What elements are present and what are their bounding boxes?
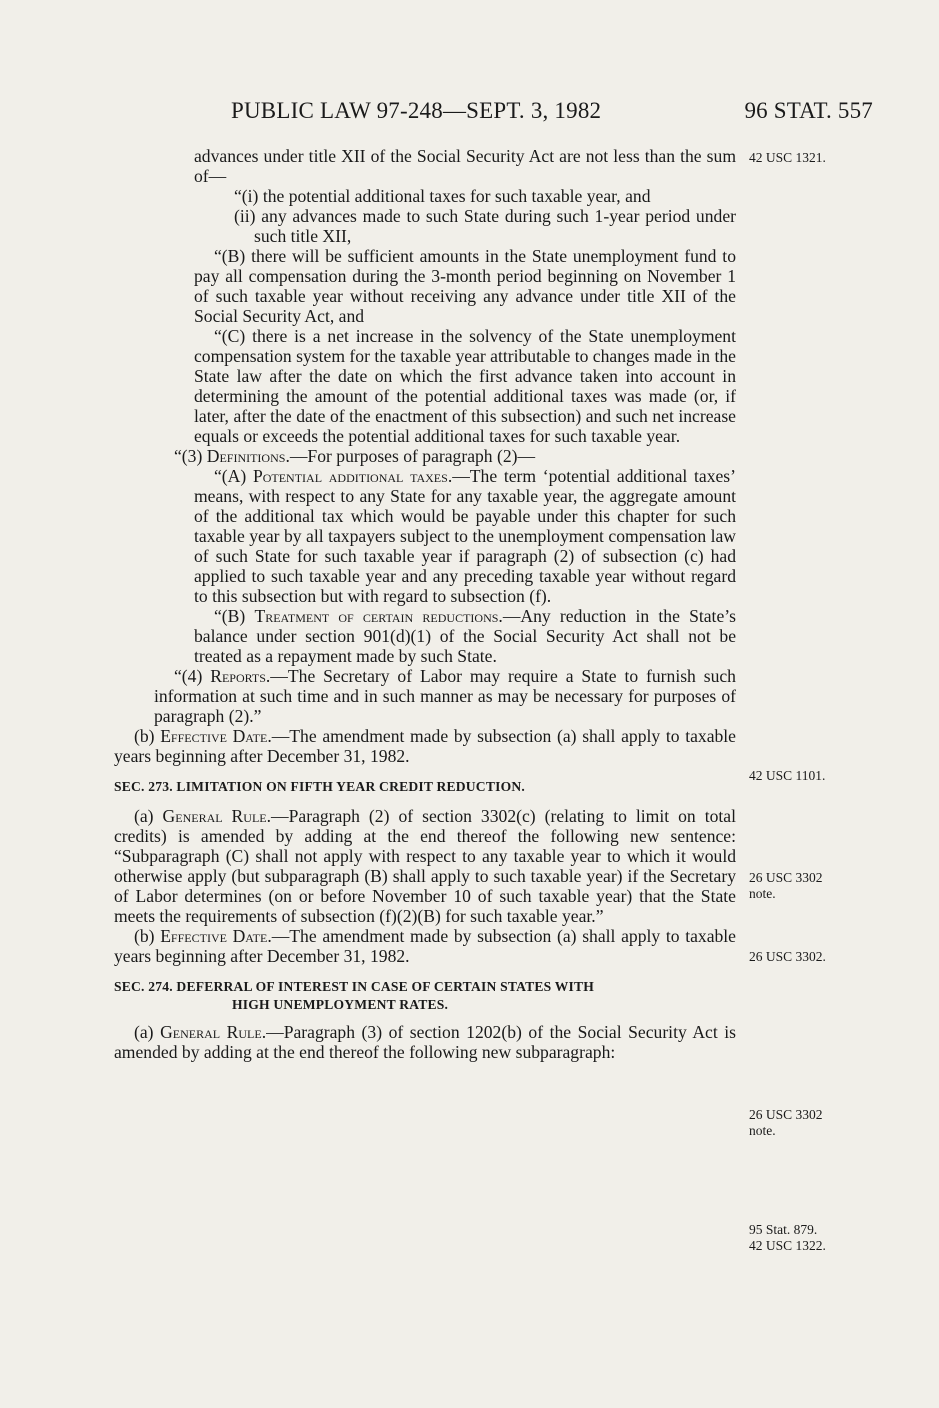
paragraph: (ii) any advances made to such State during such 1-year period under such title XII, bbox=[234, 206, 736, 246]
margin-note: 42 USC 1101. bbox=[749, 768, 826, 783]
paragraph: “(i) the potential additional taxes for such taxable year, and bbox=[234, 186, 651, 206]
paragraph: “(B) Treatment of certain reductions.—Any reduction in the State’s balance under section 901(d)(1) of the Social Security Act shall not be treated as a repayment made by such State. bbox=[194, 606, 736, 666]
heading-effective-date: Effective Date bbox=[160, 926, 268, 946]
section-heading-273: SEC. 273. LIMITATION ON FIFTH YEAR CREDIT REDUCTION. bbox=[114, 779, 525, 794]
heading-general-rule: General Rule bbox=[160, 1022, 262, 1042]
margin-note: 42 USC 1321. bbox=[749, 150, 826, 165]
heading-potential-additional-taxes: Potential additional taxes bbox=[252, 466, 448, 486]
margin-note: 95 Stat. 879. 42 USC 1322. bbox=[749, 1222, 826, 1253]
paragraph: advances under title XII of the Social Security Act are not less than the sum of— bbox=[194, 146, 736, 186]
section-heading-274-line2: HIGH UNEMPLOYMENT RATES. bbox=[232, 997, 449, 1012]
section-heading-274 bbox=[114, 978, 736, 1014]
heading-reports: Reports bbox=[210, 666, 266, 686]
paragraph: “(4) Reports.—The Secretary of Labor may require a State to furnish such information at such time and in such manner as may be necessary for purposes of paragraph (2).” bbox=[154, 666, 736, 726]
heading-general-rule: General Rule bbox=[162, 806, 267, 826]
paragraph: “(3) Definitions.—For purposes of paragraph (2)— bbox=[174, 446, 536, 466]
section-heading-274-line1: SEC. 274. DEFERRAL OF INTEREST IN CASE OF CERTAIN STATES WITH bbox=[114, 979, 595, 994]
margin-note: 26 USC 3302 note. bbox=[749, 1107, 823, 1138]
margin-note: 26 USC 3302. bbox=[749, 949, 826, 964]
paragraph: (b) Effective Date.—The amendment made by subsection (a) shall apply to taxable years beginning after December 31, 1982. bbox=[114, 726, 736, 766]
heading-treatment-of-reductions: Treatment of certain reductions bbox=[254, 606, 499, 626]
paragraph: (a) General Rule.—Paragraph (3) of section 1202(b) of the Social Security Act is amended by adding at the end thereof the following new subparagraph: bbox=[114, 1022, 736, 1062]
paragraph: (a) General Rule.—Paragraph (2) of section 3302(c) (relating to limit on total credits) is amended by adding at the end thereof the following new sentence: “Subparagraph (C) shall not apply with respect to any taxable year to which it would otherwise apply (but subparagraph (B) shall apply to such taxable year) if the Secretary of Labor determines (on or before November 10 of such taxable year) that the State meets the requirements of subsection (f)(2)(B) for such taxable year.” bbox=[114, 806, 736, 926]
running-header-page: 96 STAT. 557 bbox=[744, 98, 873, 123]
margin-note: 26 USC 3302 note. bbox=[749, 870, 823, 901]
heading-definitions: Definitions bbox=[206, 446, 286, 466]
paragraph: “(A) Potential additional taxes.—The term ‘potential additional taxes’ means, with respect to any State for any taxable year, the aggregate amount of the additional tax which would be payable under this chapter for such taxable year by all taxpayers subject to the unemployment compensation law of such State for such taxable year if paragraph (2) of subsection (c) had applied to such taxable year and any preceding taxable year without regard to this subsection but with regard to subsection (f). bbox=[194, 466, 737, 606]
paragraph: (b) Effective Date.—The amendment made by subsection (a) shall apply to taxable years beginning after December 31, 1982. bbox=[114, 926, 736, 966]
paragraph: “(B) there will be sufficient amounts in the State unemployment fund to pay all compensation during the 3-month period beginning on November 1 of such taxable year without receiving any advance under title XII of the Social Security Act, and bbox=[194, 246, 736, 326]
running-header-title: PUBLIC LAW 97-248—SEPT. 3, 1982 bbox=[231, 98, 602, 123]
paragraph: “(C) there is a net increase in the solvency of the State unemployment compensation system for the taxable year attributable to changes made in the State law after the date on which the first advance taken into account in determining the amount of the potential additional taxes was made (or, if later, after the date of the enactment of this subsection) and such net increase equals or exceeds the potential additional taxes for such taxable year. bbox=[194, 326, 736, 446]
body-text bbox=[114, 146, 736, 1062]
heading-effective-date: Effective Date bbox=[160, 726, 268, 746]
